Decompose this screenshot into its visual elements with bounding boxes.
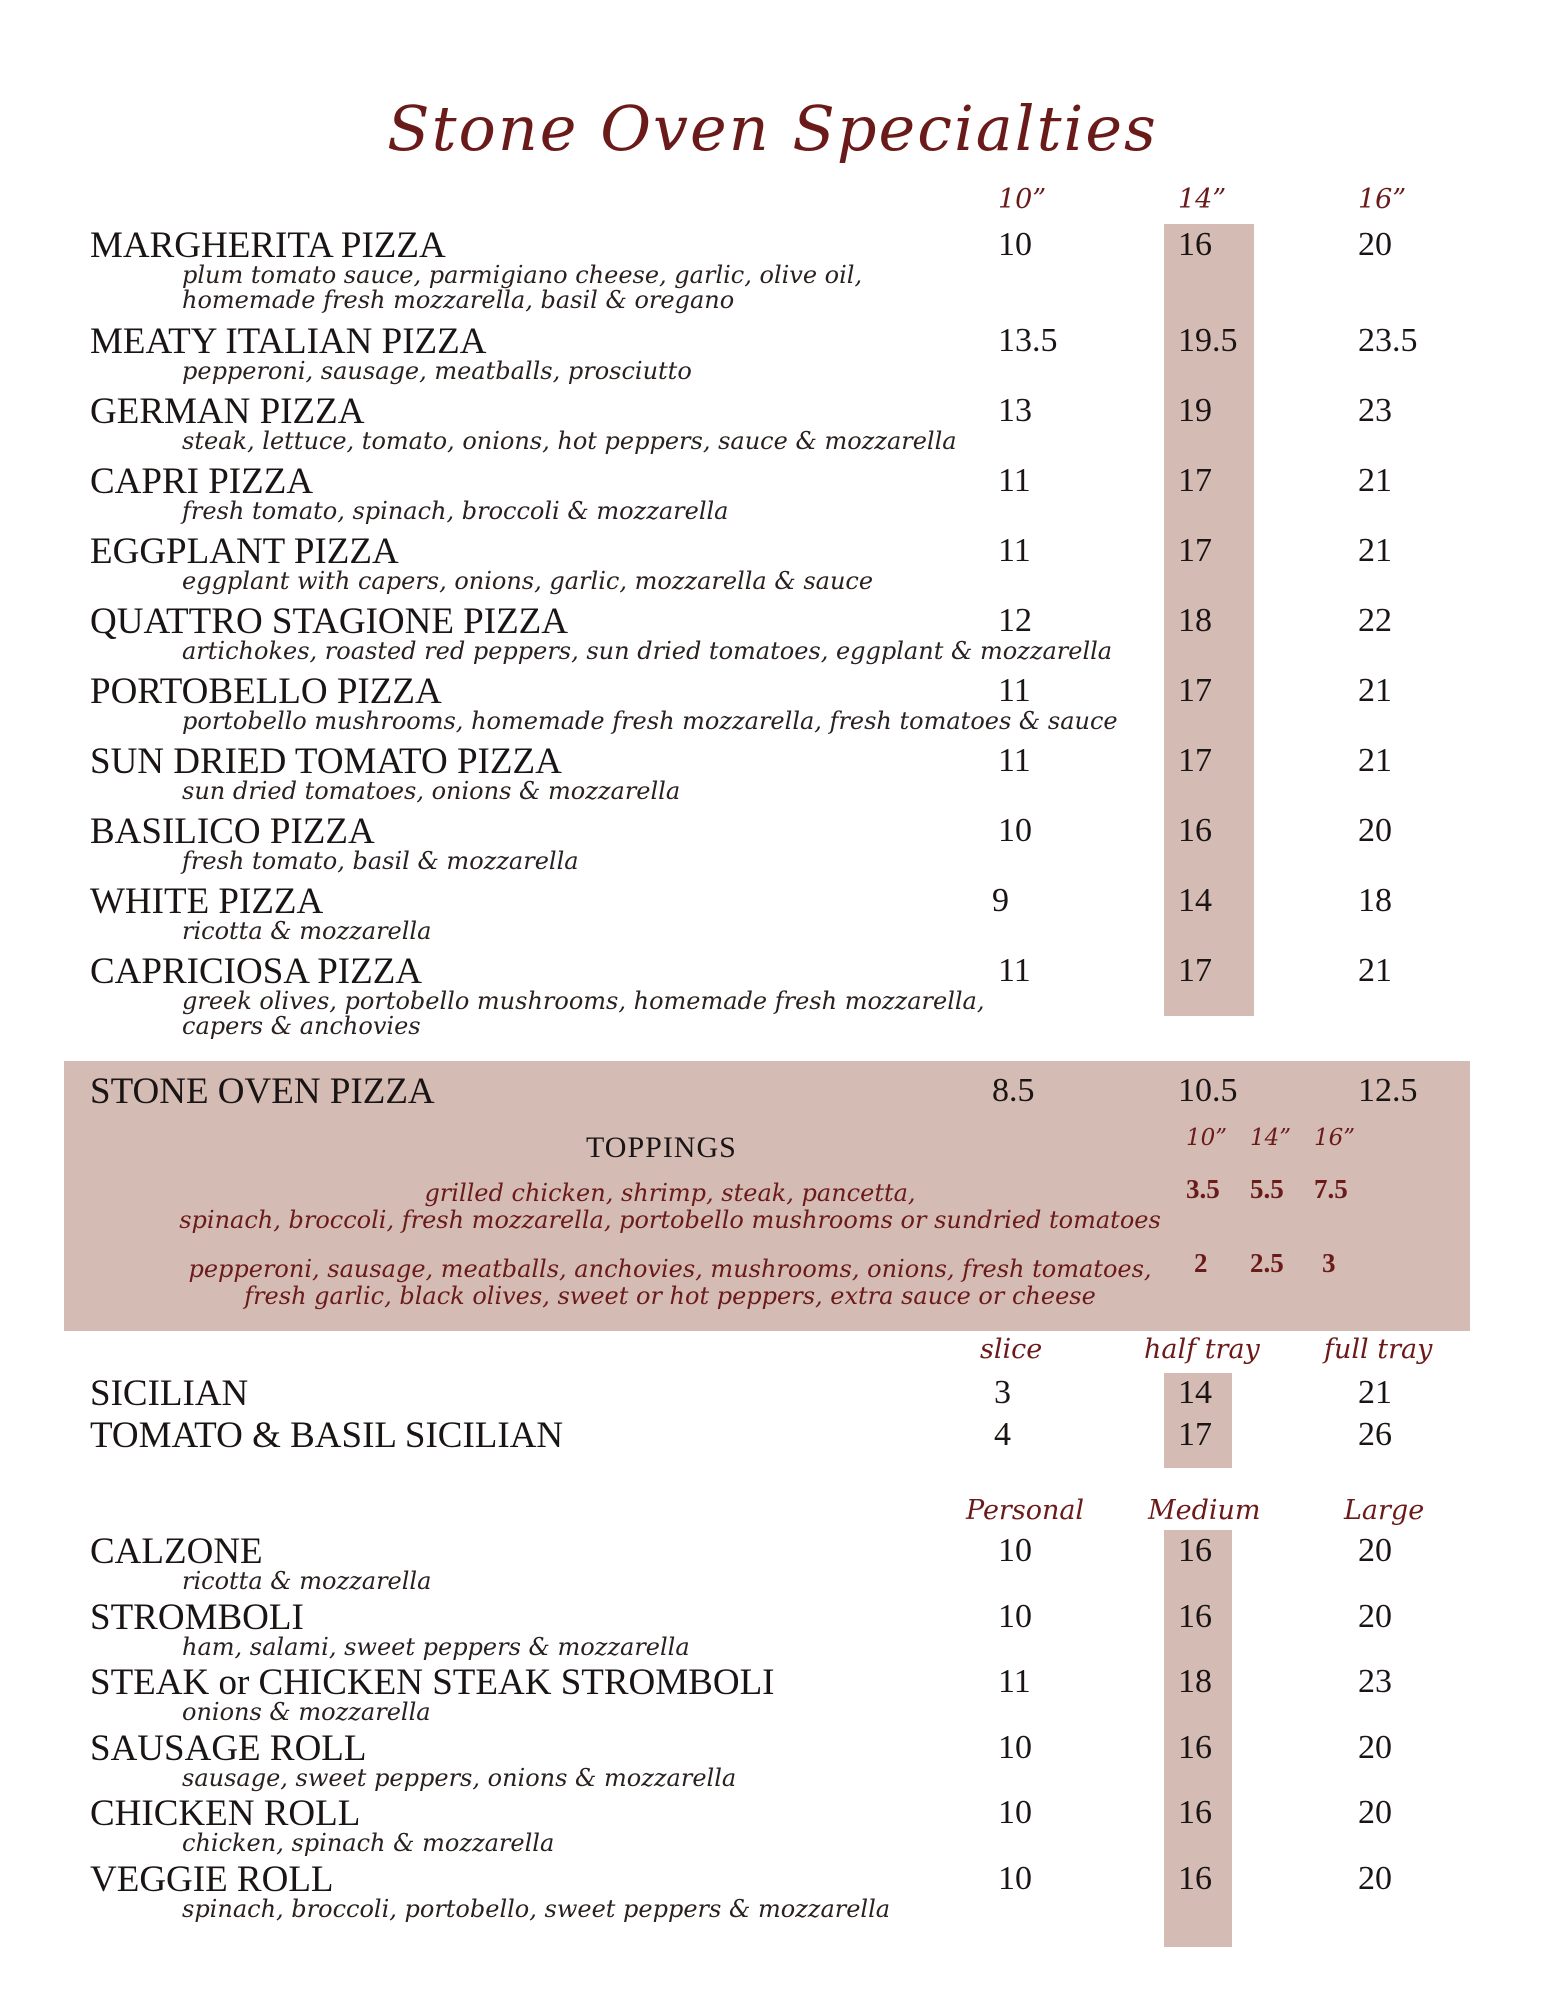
toppings-premium-price-14: 5.5 bbox=[1250, 1174, 1284, 1204]
price-16: 21 bbox=[1358, 532, 1392, 569]
price-10: 11 bbox=[998, 462, 1031, 499]
item-name: BASILICO PIZZA bbox=[90, 811, 375, 852]
item-description: onions & mozzarella bbox=[182, 1698, 431, 1726]
pizza-header-14: 14” bbox=[1178, 184, 1227, 215]
price-10: 9 bbox=[992, 882, 1009, 919]
item-description: greek olives, portobello mushrooms, homemade fresh mozzarella, bbox=[182, 987, 985, 1015]
item-description: ricotta & mozzarella bbox=[182, 917, 432, 945]
price-10: 11 bbox=[998, 952, 1031, 989]
toppings-header-16: 16” bbox=[1314, 1125, 1356, 1151]
item-description: portobello mushrooms, homemade fresh mozzarella, fresh tomatoes & sauce bbox=[182, 707, 1118, 735]
price-14: 17 bbox=[1178, 532, 1212, 569]
price-half-tray: 14 bbox=[1178, 1374, 1212, 1411]
price-14: 17 bbox=[1178, 672, 1212, 709]
toppings-regular-price-16: 3 bbox=[1322, 1248, 1336, 1278]
price-10: 11 bbox=[998, 532, 1031, 569]
price-large: 20 bbox=[1358, 1794, 1392, 1831]
price-14: 17 bbox=[1178, 742, 1212, 779]
price-10: 13 bbox=[998, 392, 1032, 429]
price-medium: 16 bbox=[1178, 1598, 1212, 1635]
stone-oven-price-14: 10.5 bbox=[1178, 1072, 1238, 1109]
pizza-header-10: 10” bbox=[998, 184, 1047, 215]
price-medium: 16 bbox=[1178, 1794, 1212, 1831]
toppings-group-premium bbox=[100, 1180, 1240, 1234]
item-name: MARGHERITA PIZZA bbox=[90, 225, 446, 266]
pizza-header-16: 16” bbox=[1358, 184, 1407, 215]
price-medium: 16 bbox=[1178, 1532, 1212, 1569]
price-personal: 10 bbox=[998, 1794, 1032, 1831]
toppings-header-14: 14” bbox=[1250, 1125, 1292, 1151]
item-description: sun dried tomatoes, onions & mozzarella bbox=[182, 777, 681, 805]
price-personal: 11 bbox=[998, 1663, 1031, 1700]
item-description: plum tomato sauce, parmigiano cheese, garlic, olive oil, bbox=[182, 261, 863, 289]
price-10: 12 bbox=[998, 602, 1032, 639]
stone-oven-price-10: 8.5 bbox=[992, 1072, 1035, 1109]
item-name: STEAK or CHICKEN STEAK STROMBOLI bbox=[90, 1662, 775, 1703]
price-full-tray: 21 bbox=[1358, 1374, 1392, 1411]
stone-oven-name: STONE OVEN PIZZA bbox=[90, 1071, 435, 1112]
price-14: 19 bbox=[1178, 392, 1212, 429]
item-description: chicken, spinach & mozzarella bbox=[182, 1829, 555, 1857]
price-personal: 10 bbox=[998, 1598, 1032, 1635]
price-16: 21 bbox=[1358, 742, 1392, 779]
roll-header-medium: Medium bbox=[1148, 1495, 1261, 1526]
roll-header-large: Large bbox=[1344, 1495, 1425, 1526]
price-slice: 4 bbox=[994, 1416, 1011, 1453]
sicilian-header-half-tray: half tray bbox=[1144, 1334, 1260, 1365]
price-14: 16 bbox=[1178, 226, 1212, 263]
sicilian-header-full-tray: full tray bbox=[1324, 1334, 1433, 1365]
price-medium: 16 bbox=[1178, 1860, 1212, 1897]
item-name: STROMBOLI bbox=[90, 1597, 304, 1638]
toppings-line: fresh garlic, black olives, sweet or hot peppers, extra sauce or cheese bbox=[244, 1282, 1096, 1310]
item-name: SUN DRIED TOMATO PIZZA bbox=[90, 741, 562, 782]
price-10: 10 bbox=[998, 226, 1032, 263]
price-14: 18 bbox=[1178, 602, 1212, 639]
item-name: SAUSAGE ROLL bbox=[90, 1728, 367, 1769]
price-16: 23.5 bbox=[1358, 322, 1418, 359]
item-description: eggplant with capers, onions, garlic, mozzarella & sauce bbox=[182, 567, 874, 595]
item-description: sausage, sweet peppers, onions & mozzarella bbox=[182, 1764, 737, 1792]
item-description: fresh tomato, basil & mozzarella bbox=[182, 847, 579, 875]
price-10: 10 bbox=[998, 812, 1032, 849]
toppings-title: TOPPINGS bbox=[586, 1131, 737, 1164]
price-14: 16 bbox=[1178, 812, 1212, 849]
roll-header-personal: Personal bbox=[966, 1495, 1085, 1526]
toppings-header-10: 10” bbox=[1186, 1125, 1228, 1151]
price-10: 11 bbox=[998, 742, 1031, 779]
price-medium: 16 bbox=[1178, 1729, 1212, 1766]
price-personal: 10 bbox=[998, 1860, 1032, 1897]
price-10: 11 bbox=[998, 672, 1031, 709]
item-name: PORTOBELLO PIZZA bbox=[90, 671, 442, 712]
price-16: 20 bbox=[1358, 226, 1392, 263]
toppings-regular-price-14: 2.5 bbox=[1250, 1248, 1284, 1278]
price-16: 20 bbox=[1358, 812, 1392, 849]
item-name: CALZONE bbox=[90, 1531, 263, 1572]
item-description: steak, lettuce, tomato, onions, hot peppers, sauce & mozzarella bbox=[182, 427, 957, 455]
price-16: 18 bbox=[1358, 882, 1392, 919]
price-14: 17 bbox=[1178, 462, 1212, 499]
price-16: 21 bbox=[1358, 952, 1392, 989]
price-14: 14 bbox=[1178, 882, 1212, 919]
item-description: ricotta & mozzarella bbox=[182, 1567, 432, 1595]
price-16: 21 bbox=[1358, 672, 1392, 709]
toppings-regular-price-10: 2 bbox=[1194, 1248, 1208, 1278]
toppings-line: spinach, broccoli, fresh mozzarella, portobello mushrooms or sundried tomatoes bbox=[179, 1206, 1161, 1234]
price-14: 19.5 bbox=[1178, 322, 1238, 359]
toppings-group-regular bbox=[100, 1256, 1240, 1310]
price-slice: 3 bbox=[994, 1374, 1011, 1411]
price-large: 20 bbox=[1358, 1532, 1392, 1569]
toppings-premium-price-16: 7.5 bbox=[1314, 1174, 1348, 1204]
item-name: WHITE PIZZA bbox=[90, 881, 324, 922]
item-description: artichokes, roasted red peppers, sun dried tomatoes, eggplant & mozzarella bbox=[182, 637, 1113, 665]
item-description: spinach, broccoli, portobello, sweet peppers & mozzarella bbox=[182, 1895, 891, 1923]
item-description: homemade fresh mozzarella, basil & oregano bbox=[182, 286, 735, 314]
price-personal: 10 bbox=[998, 1532, 1032, 1569]
toppings-line: grilled chicken, shrimp, steak, pancetta, bbox=[424, 1179, 916, 1207]
price-large: 20 bbox=[1358, 1598, 1392, 1635]
item-name: CAPRICIOSA PIZZA bbox=[90, 951, 423, 992]
price-10: 13.5 bbox=[998, 322, 1058, 359]
item-description: fresh tomato, spinach, broccoli & mozzarella bbox=[182, 497, 729, 525]
price-14: 17 bbox=[1178, 952, 1212, 989]
price-medium: 18 bbox=[1178, 1663, 1212, 1700]
price-half-tray: 17 bbox=[1178, 1416, 1212, 1453]
price-16: 23 bbox=[1358, 392, 1392, 429]
item-name: VEGGIE ROLL bbox=[90, 1859, 334, 1900]
item-name: GERMAN PIZZA bbox=[90, 391, 365, 432]
toppings-line: pepperoni, sausage, meatballs, anchovies, mushrooms, onions, fresh tomatoes, bbox=[188, 1255, 1152, 1283]
item-description: ham, salami, sweet peppers & mozzarella bbox=[182, 1633, 690, 1661]
item-name: CHICKEN ROLL bbox=[90, 1793, 361, 1834]
item-name: CAPRI PIZZA bbox=[90, 461, 314, 502]
item-name: MEATY ITALIAN PIZZA bbox=[90, 321, 487, 362]
sicilian-header-slice: slice bbox=[980, 1334, 1043, 1365]
stone-oven-price-16: 12.5 bbox=[1358, 1072, 1418, 1109]
price-large: 23 bbox=[1358, 1663, 1392, 1700]
item-name: EGGPLANT PIZZA bbox=[90, 531, 399, 572]
item-description: capers & anchovies bbox=[182, 1012, 421, 1040]
price-large: 20 bbox=[1358, 1860, 1392, 1897]
item-name: SICILIAN bbox=[90, 1373, 249, 1414]
price-full-tray: 26 bbox=[1358, 1416, 1392, 1453]
item-description: pepperoni, sausage, meatballs, prosciutto bbox=[182, 357, 692, 385]
price-16: 22 bbox=[1358, 602, 1392, 639]
price-personal: 10 bbox=[998, 1729, 1032, 1766]
price-large: 20 bbox=[1358, 1729, 1392, 1766]
price-16: 21 bbox=[1358, 462, 1392, 499]
page-title: Stone Oven Specialties bbox=[387, 92, 1158, 165]
toppings-premium-price-10: 3.5 bbox=[1186, 1174, 1220, 1204]
item-name: TOMATO & BASIL SICILIAN bbox=[90, 1415, 564, 1456]
item-name: QUATTRO STAGIONE PIZZA bbox=[90, 601, 569, 642]
